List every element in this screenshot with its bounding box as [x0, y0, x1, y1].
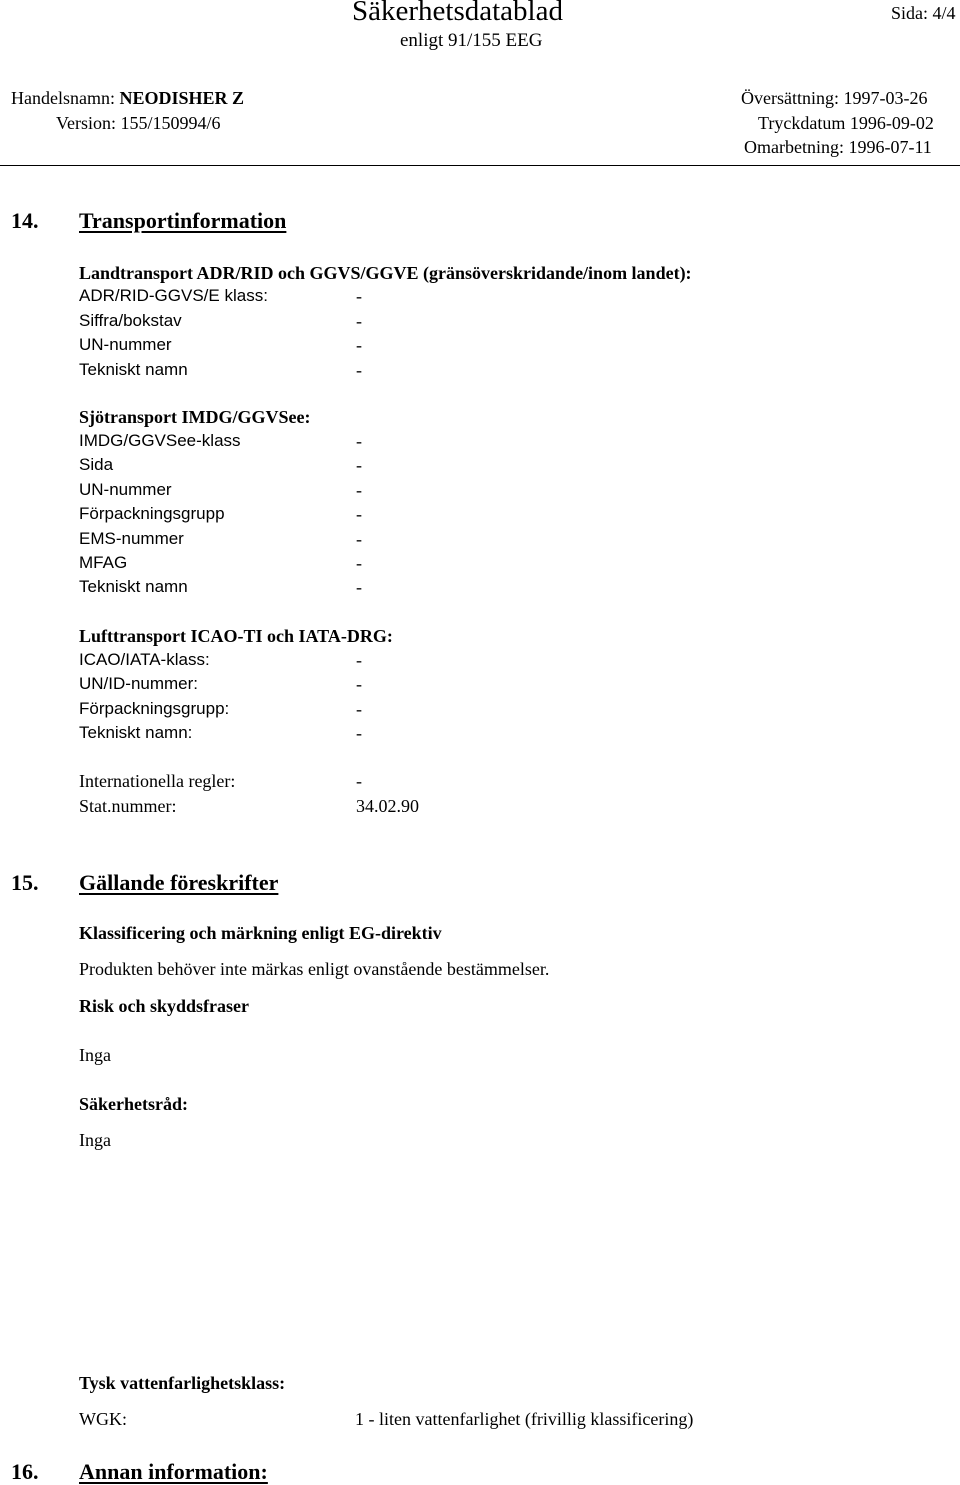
section-15-heading	[11, 870, 279, 895]
row-value: -	[356, 577, 362, 598]
risk-value: Inga	[79, 1045, 111, 1065]
print-date: Tryckdatum 1996-09-02	[758, 113, 934, 133]
row-label: Internationella regler:	[79, 771, 236, 791]
version: Version: 155/150994/6	[56, 113, 221, 133]
row-value: -	[356, 504, 362, 525]
row-value: -	[356, 674, 362, 695]
row-label: IMDG/GGVSee-klass	[79, 431, 241, 450]
trade-name: NEODISHER Z	[119, 88, 245, 108]
row-label: UN-nummer	[79, 335, 172, 354]
row-label: Stat.nummer:	[79, 796, 177, 816]
row-label: UN/ID-nummer:	[79, 674, 199, 694]
row-value: -	[356, 722, 362, 743]
row-label: Tekniskt namn:	[79, 722, 193, 742]
row-value: -	[356, 286, 362, 306]
row-value: -	[356, 553, 362, 573]
section-15-title: Gällande föreskrifter	[79, 870, 279, 895]
row-label: Förpackningsgrupp:	[79, 698, 230, 718]
row-label: Siffra/bokstav	[79, 310, 182, 330]
row-label: UN-nummer	[79, 479, 172, 499]
row-value: -	[356, 310, 362, 331]
document-subtitle: enligt 91/155 EEG	[400, 30, 543, 51]
trade-name-line	[11, 89, 244, 107]
row-label: ICAO/IATA-klass:	[79, 650, 210, 669]
row-value: -	[356, 431, 362, 451]
document-title: Säkerhetsdatablad	[352, 0, 563, 27]
row-label: EMS-nummer	[79, 528, 184, 548]
section-14-number: 14.	[11, 208, 39, 233]
trade-name-label: Handelsnamn:	[11, 88, 115, 108]
section-14-title: Transportinformation	[79, 208, 287, 233]
header-divider	[0, 165, 960, 166]
row-label: Sida	[79, 455, 114, 475]
row-value: -	[356, 479, 362, 500]
safety-heading: Säkerhetsråd:	[79, 1094, 188, 1114]
row-label: MFAG	[79, 553, 128, 572]
row-label: ADR/RID-GGVS/E klass:	[79, 286, 268, 305]
classification-heading: Klassificering och märkning enligt EG-direktiv	[79, 923, 442, 943]
page-number: Sida: 4/4	[891, 3, 956, 23]
air-transport-heading: Lufttransport ICAO-TI och IATA-DRG:	[79, 626, 393, 646]
section-16-title: Annan information:	[79, 1459, 268, 1484]
row-value: -	[356, 698, 362, 719]
sea-transport-heading: Sjötransport IMDG/GGVSee:	[79, 407, 311, 427]
section-15-number: 15.	[11, 870, 39, 895]
section-14-heading	[11, 208, 287, 233]
row-value: -	[356, 359, 362, 380]
risk-heading: Risk och skyddsfraser	[79, 996, 250, 1016]
translation-date: Översättning: 1997-03-26	[741, 88, 928, 108]
row-value: -	[356, 771, 362, 791]
section-16-number: 16.	[11, 1459, 39, 1484]
revision-date: Omarbetning: 1996-07-11	[744, 137, 932, 157]
row-value: -	[356, 650, 362, 670]
land-transport-heading: Landtransport ADR/RID och GGVS/GGVE (gränsöverskridande/inom landet):	[79, 263, 692, 283]
wgk-heading: Tysk vattenfarlighetsklass:	[79, 1373, 286, 1393]
row-value: -	[356, 528, 362, 549]
wgk-value: 1 - liten vattenfarlighet (frivillig klassificering)	[355, 1409, 694, 1429]
section-16-heading	[11, 1459, 268, 1484]
safety-value: Inga	[79, 1130, 111, 1150]
row-label: Tekniskt namn	[79, 577, 188, 597]
row-value: -	[356, 455, 362, 476]
row-label: Förpackningsgrupp	[79, 504, 225, 524]
row-label: Tekniskt namn	[79, 359, 188, 379]
wgk-label: WGK:	[79, 1409, 127, 1429]
classification-text: Produkten behöver inte märkas enligt ovanstående bestämmelser.	[79, 959, 550, 979]
row-value: 34.02.90	[356, 796, 419, 816]
row-value: -	[356, 335, 362, 355]
